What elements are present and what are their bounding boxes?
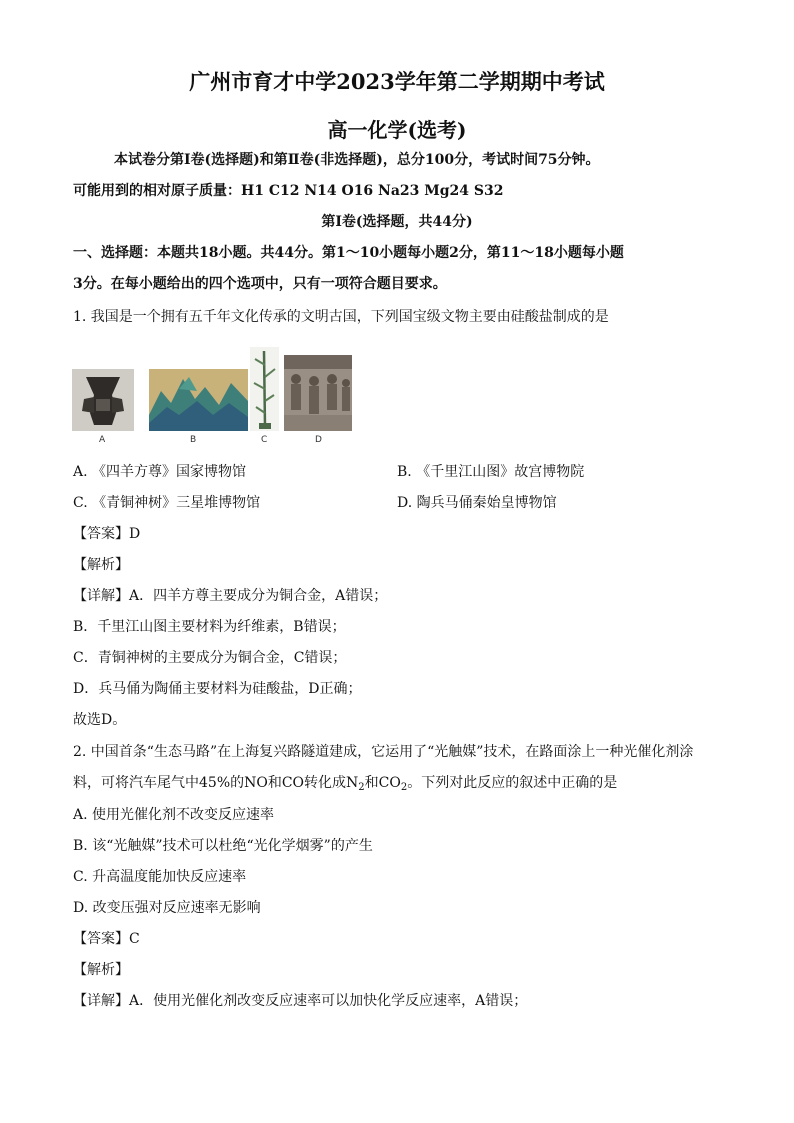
subscript-2: 2 [358, 782, 365, 793]
artifact-image-c [250, 347, 279, 431]
section1-instructions-line2: 3分。在每小题给出的四个选项中，只有一项符合题目要求。 [73, 276, 447, 292]
q2-option-b: B. 该“光触媒”技术可以杜绝“光化学烟雾”的产生 [73, 838, 373, 854]
q2-detail-line: 【详解】A．使用光催化剂改变反应速率可以加快化学反应速率，A错误； [73, 993, 528, 1009]
q2-stem-line2 [73, 773, 617, 793]
q2-stem-text: 。下列对此反应的叙述中正确的是 [407, 775, 618, 791]
q2-option-a: A. 使用光催化剂不改变反应速率 [73, 807, 275, 823]
q2-stem-text: 和CO [364, 775, 401, 791]
q1-figure [72, 347, 362, 447]
image-label-b: B [190, 435, 197, 445]
artifact-image-d [284, 355, 352, 431]
artifact-image-b [149, 369, 248, 431]
atomic-masses: 可能用到的相对原子质量：H1 C12 N14 O16 Na23 Mg24 S32 [73, 183, 504, 199]
artifact-image-a [72, 369, 134, 431]
q1-detail-line: 【详解】A．四羊方尊主要成分为铜合金，A错误； [73, 588, 388, 604]
image-label-a: A [99, 435, 106, 445]
q1-detail-line: C．青铜神树的主要成分为铜合金，C错误； [73, 650, 347, 666]
q1-option-c: C. 《青铜神树》三星堆博物馆 [73, 495, 261, 511]
exam-title: 广州市育才中学2023学年第二学期期中考试 [189, 69, 605, 94]
q1-option-a: A. 《四羊方尊》国家博物馆 [73, 464, 247, 480]
q2-option-c: C. 升高温度能加快反应速率 [73, 869, 247, 885]
q1-detail-line: B．千里江山图主要材料为纤维素，B错误； [73, 619, 346, 635]
q1-stem: 1. 我国是一个拥有五千年文化传承的文明古国，下列国宝级文物主要由硅酸盐制成的是 [73, 309, 609, 325]
exam-intro: 本试卷分第Ⅰ卷(选择题)和第Ⅱ卷(非选择题)，总分100分，考试时间75分钟。 [114, 152, 600, 168]
q1-analysis-heading: 【解析】 [73, 557, 129, 573]
image-label-c: C [261, 435, 268, 445]
exam-subtitle: 高一化学(选考) [327, 118, 467, 142]
q1-answer: 【答案】D [73, 526, 141, 542]
q1-option-b: B. 《千里江山图》故宫博物院 [397, 464, 585, 480]
subscript-2: 2 [400, 782, 408, 793]
image-label-d: D [315, 435, 322, 445]
q1-option-d: D. 陶兵马俑秦始皇博物馆 [397, 495, 557, 511]
q2-stem-line1: 2. 中国首条“生态马路”在上海复兴路隧道建成，它运用了“光触媒”技术，在路面涂上一种光催化剂涂 [73, 744, 694, 760]
section1-instructions-line1: 一、选择题：本题共18小题。共44分。第1～10小题每小题2分，第11～18小题每小题 [73, 245, 624, 261]
q1-detail-line: 故选D。 [73, 712, 127, 728]
q1-detail-line: D．兵马俑为陶俑主要材料为硅酸盐，D正确； [73, 681, 362, 697]
q2-answer: 【答案】C [73, 931, 140, 947]
section1-title: 第Ⅰ卷(选择题，共44分) [321, 214, 473, 230]
q2-option-d: D. 改变压强对反应速率无影响 [73, 900, 261, 916]
q2-stem-text: 料，可将汽车尾气中45%的NO和CO转化成N [73, 775, 359, 791]
q2-analysis-heading: 【解析】 [73, 962, 129, 978]
